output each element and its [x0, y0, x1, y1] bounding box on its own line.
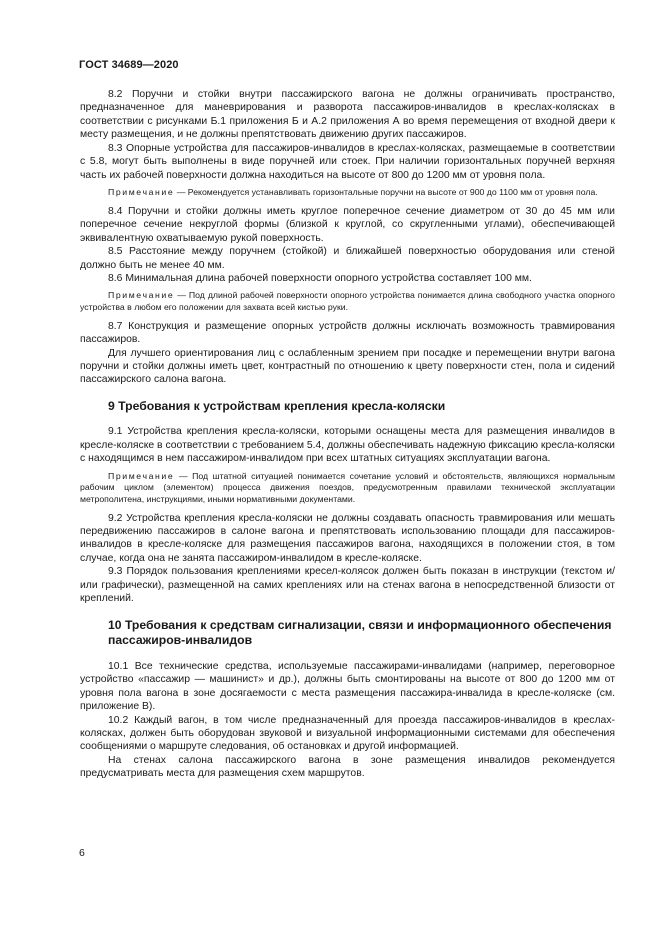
- section-heading-9: 9 Требования к устройствам крепления кресла-коляски: [108, 398, 446, 413]
- note-1: [80, 187, 615, 199]
- note-label: Примечание: [108, 187, 175, 198]
- paragraph-9-3: 9.3 Порядок пользования креплениями кресел-колясок должен быть показан в инструкции (текстом и/или графически), размещенной на самих креплениях или на стенах вагона в непосредственной близости от креплений.: [80, 566, 615, 605]
- paragraph-8-6: 8.6 Минимальная длина рабочей поверхности опорного устройства составляет 100 мм.: [108, 273, 532, 285]
- paragraph-8-7: 8.7 Конструкция и размещение опорных устройств должны исключать возможность травмирования пассажиров.: [80, 320, 615, 346]
- note-text: — Под длиной рабочей поверхности опорного устройства понимается длина свободного участка опорного устройства в любом его положении для захвата всей кистью руки.: [80, 290, 615, 313]
- note-2: [80, 290, 615, 313]
- note-text: — Рекомендуется устанавливать горизонтальные поручни на высоте от 900 до 1100 мм от уровня пола.: [174, 187, 598, 198]
- paragraph-8-5: 8.5 Расстояние между поручнем (стойкой) и ближайшей поверхностью оборудования или стеной должно быть не менее 40 мм.: [80, 246, 615, 271]
- paragraph-9-2: 9.2 Устройства крепления кресла-коляски не должны создавать опасность травмирования или мешать передвижению пассажиров в салоне вагона и препятствовать использованию площади для пассажиров-инвалидов в кресле-коляске для размещения пассажиров вагона, находящихся в положении стоя, в том случае, когда она не занята пассажиром-инвалидом в кресле-коляске.: [80, 512, 615, 564]
- paragraph-8-7-contrast: Для лучшего ориентирования лиц с ослабленным зрением при посадке и перемещении внутри вагона поручни и стойки должны иметь цвет, контрастный по отношению к цвету поверхности стен, пола и сидений пассажирского салона вагона.: [80, 347, 615, 386]
- paragraph-8-3: 8.3 Опорные устройства для пассажиров-инвалидов в креслах-колясках, размещаемые в соответствии с 5.8, могут быть выполнены в виде поручней или стоек. При наличии горизонтальных поручней верхняя часть их рабочей поверхности должна находиться на высоте от 800 до 1200 мм от уровня пола.: [80, 142, 615, 181]
- paragraph-10-2-schemes: На стенах салона пассажирского вагона в зоне размещения инвалидов рекомендуется предусматривать места для размещения схем маршрутов.: [80, 754, 615, 780]
- document-body: [80, 88, 615, 781]
- document-header: ГОСТ 34689—2020: [79, 59, 179, 71]
- paragraph-8-4: 8.4 Поручни и стойки должны иметь круглое поперечное сечение диаметром от 30 до 45 мм или поперечное сечение некруглой формы (близкой к круглой, со скругленными углами), обеспечивающей эквивалентную охватываемую рукой поверхность.: [80, 205, 615, 244]
- paragraph-10-1: 10.1 Все технические средства, используемые пассажирами-инвалидами (например, переговорное устройство «пассажир — машинист» и др.), должны быть смонтированы на высоте от 800 до 1200 мм от уровня пола вагона в зоне досягаемости с места размещения пассажира-инвалида в кресле-коляске (см. приложение В).: [80, 660, 615, 713]
- note-label: Примечание: [108, 470, 175, 481]
- note-label: Примечание: [108, 290, 175, 301]
- paragraph-9-1: 9.1 Устройства крепления кресла-коляски, которыми оснащены места для размещения инвалидов в кресле-коляске в соответствии с требованием 5.4, должны обеспечивать надежную фиксацию кресла-коляски с находящимся в нем пассажиром-инвалидом при всех штатных ситуациях эксплуатации вагона.: [80, 426, 615, 465]
- page-number: 6: [79, 847, 85, 859]
- section-heading-10: 10 Требования к средствам сигнализации, связи и информационного обеспечения пассажиров-инвалидов: [108, 617, 612, 648]
- note-3: [80, 471, 615, 506]
- note-text: — Под штатной ситуацией понимается сочетание условий и обстоятельств, являющихся нормальным рабочим циклом (элементом) процесса движения поездов, предусмотренным правилами технической эксплуатации метрополитена, инструкциями, иными нормативными документами.: [80, 470, 615, 504]
- paragraph-8-2: 8.2 Поручни и стойки внутри пассажирского вагона не должны ограничивать пространство, предназначенное для маневрирования и разворота пассажиров-инвалидов в креслах-колясках в соответствии с рисунками Б.1 приложения Б и А.2 приложения А во время перемещения от входной двери к месту размещения, и не должны препятствовать движению других пассажиров.: [80, 89, 615, 141]
- paragraph-10-2: 10.2 Каждый вагон, в том числе предназначенный для проезда пассажиров-инвалидов в креслах-колясках, должен быть оборудован звуковой и визуальной информационными системами для обеспечения сообщениями о маршруте следования, об остановках и другой информацией.: [80, 714, 615, 753]
